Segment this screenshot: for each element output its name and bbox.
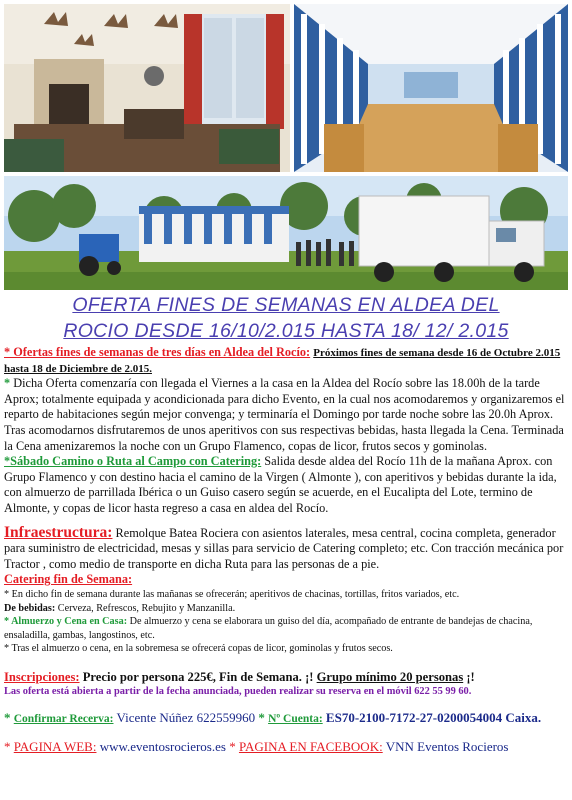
web-url[interactable]: www.eventosrocieros.es	[96, 739, 230, 755]
infra-body: Remolque Batea Rociera con asientos laterales, mesa central, cocina completa, generador para suministro de electricidad, mesas y sillas para servicio de Catering completo; etc. Con tracción mecánica por Tractor , como medio de transporte en dicha Ruta para las personas de a pie.	[4, 525, 564, 571]
reservation-note: Las oferta está abierta a partir de la fecha anunciada, pueden realizar su reserva en el móvil 622 55 99 60.	[4, 686, 472, 698]
catering-line-1: * En dicho fin de semana durante las mañanas se ofrecerán; aperitivos de chacinas, tortillas, fritos variados, etc.	[4, 588, 460, 600]
confirm-line	[4, 709, 566, 728]
group-min-text: Grupo mínimo 20 personas	[316, 669, 464, 684]
photo-collage	[0, 0, 572, 292]
account-number: ES70-2100-7172-27-0200054004 Caixa.	[322, 710, 542, 726]
intro-heading: * Ofertas fines de semanas de tres días en Aldea del Rocío:	[4, 345, 311, 359]
title-line-1: OFERTA FINES DE SEMANAS EN ALDEA DEL	[72, 294, 500, 316]
inscripciones-label: Inscripciones:	[4, 669, 80, 684]
inscripciones-line	[4, 670, 566, 686]
title-line-2: ROCIO DESDE 16/10/2.015 HASTA 18/ 12/ 2.015	[63, 320, 509, 342]
living-room-photo	[4, 4, 290, 172]
catering-line-4: * Tras el almuerzo o cena, en la sobremesa se ofrecerá copas de licor, gominolas y frutos secos.	[4, 643, 393, 655]
lunch-text: De almuerzo y cena se elaborara un guiso del día, acompañado de entrante de bandejas de chacina, ensaladilla, gambas, langostinos, etc.	[4, 616, 533, 641]
web-label: PAGINA WEB:	[13, 739, 97, 755]
drinks-label: De bebidas:	[4, 602, 56, 614]
catering-drinks	[4, 602, 566, 616]
saturday-body: Salida desde aldea del Rocío 11h de la mañana Aprox. con Grupo Flamenco y con destino hacia el camino de la Virgen ( Almonte ), con aperitivos y bebidas durante la ida, con almuerzo de parrillada Ibérica o un Guiso casero según se acuerde, en el Eucalipta del Lote, termino de Almonte, y copas de licor hasta regreso a casa en aldea del Rocío.	[4, 454, 557, 515]
fb-star: *	[229, 739, 239, 755]
catering-lunch	[4, 615, 566, 642]
catering-heading-line	[4, 572, 566, 588]
intro-body	[4, 376, 566, 454]
intro-dates: Próximos fines de semana desde 16 de Octubre 2.015 hasta 18 de Diciembre de 2.015.	[4, 347, 561, 375]
web-line	[4, 738, 566, 756]
intro-body-text: Dicha Oferta comenzaría con llegada el Viernes a la casa en la Aldea del Rocío sobre las 18.00h de la tarde Aprox; totalmente equipada y acondicionada para dicho Evento, en la cual nos acomodaremos y organizaremos el reparto de habitaciones según mejor convenga; y terminaría el Domingo por tarde noche sobre las 20.0h Aprox. Tras acomodarnos disfrutaremos de unos aperitivos con sus respectivas bebidas, hasta llegada la Cena. Terminada la Cena amenizaremos la noche con un Grupo Flamenco, copas de licor, frutos secos y gominolas.	[4, 376, 565, 453]
trailer-interior-photo	[294, 4, 568, 172]
infra-heading: Infraestructura:	[4, 523, 113, 541]
account-label: Nº Cuenta:	[268, 713, 323, 726]
infra-paragraph	[4, 525, 566, 573]
offer-title	[0, 292, 572, 344]
fb-page[interactable]: VNN Eventos Rocieros	[382, 739, 509, 755]
outdoor-event-photo	[4, 176, 568, 290]
intro-bullet: *	[4, 376, 11, 391]
price-tail: ¡!	[463, 669, 475, 684]
fb-label: PAGINA EN FACEBOOK:	[238, 739, 383, 755]
offer-content	[4, 345, 566, 756]
confirm-label: Confirmar Recerva:	[13, 713, 114, 726]
account-star: *	[258, 710, 269, 726]
catering-heading: Catering fin de Semana:	[4, 572, 133, 587]
price-text: Precio por persona 225€, Fin de Semana. ¡!	[79, 669, 317, 684]
saturday-paragraph	[4, 454, 566, 516]
drinks-text: Cerveza, Refrescos, Rebujito y Manzanilla.	[55, 602, 236, 614]
intro-paragraph	[4, 345, 566, 376]
lunch-label: * Almuerzo y Cena en Casa:	[4, 616, 128, 628]
saturday-heading: *Sábado Camino o Ruta al Campo con Catering:	[4, 454, 262, 469]
confirm-star: *	[4, 710, 14, 726]
web-star: *	[4, 739, 14, 755]
confirm-name: Vicente Núñez 622559960	[113, 710, 259, 726]
